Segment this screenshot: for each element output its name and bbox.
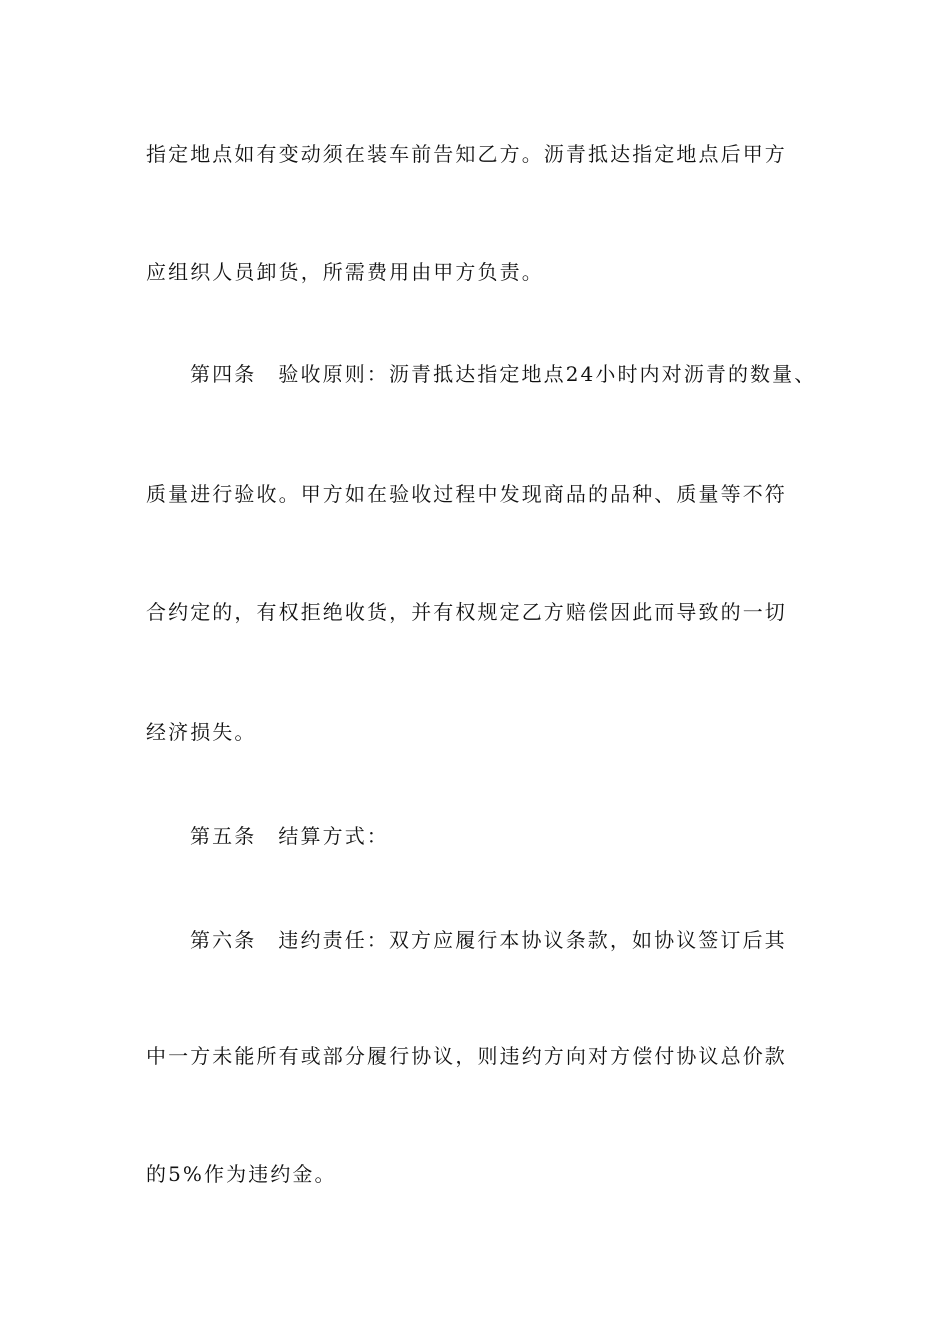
article-5-heading-line: 第五条 结算方式： xyxy=(190,824,389,848)
paragraph-line: 的5%作为违约金。 xyxy=(146,1162,337,1186)
article-6-heading-line: 第六条 违约责任：双方应履行本协议条款，如协议签订后其 xyxy=(190,928,787,952)
paragraph-line: 合约定的，有权拒绝收货，并有权规定乙方赔偿因此而导致的一切 xyxy=(146,600,787,624)
paragraph-line: 经济损失。 xyxy=(146,720,257,744)
article-4-heading-line: 第四条 验收原则：沥青抵达指定地点24小时内对沥青的数量、 xyxy=(190,362,817,386)
paragraph-line: 应组织人员卸货，所需费用由甲方负责。 xyxy=(146,260,544,284)
paragraph-line: 中一方未能所有或部分履行协议，则违约方向对方偿付协议总价款 xyxy=(146,1044,787,1068)
paragraph-line: 指定地点如有变动须在装车前告知乙方。沥青抵达指定地点后甲方 xyxy=(146,142,787,166)
paragraph-line: 质量进行验收。甲方如在验收过程中发现商品的品种、质量等不符 xyxy=(146,482,787,506)
